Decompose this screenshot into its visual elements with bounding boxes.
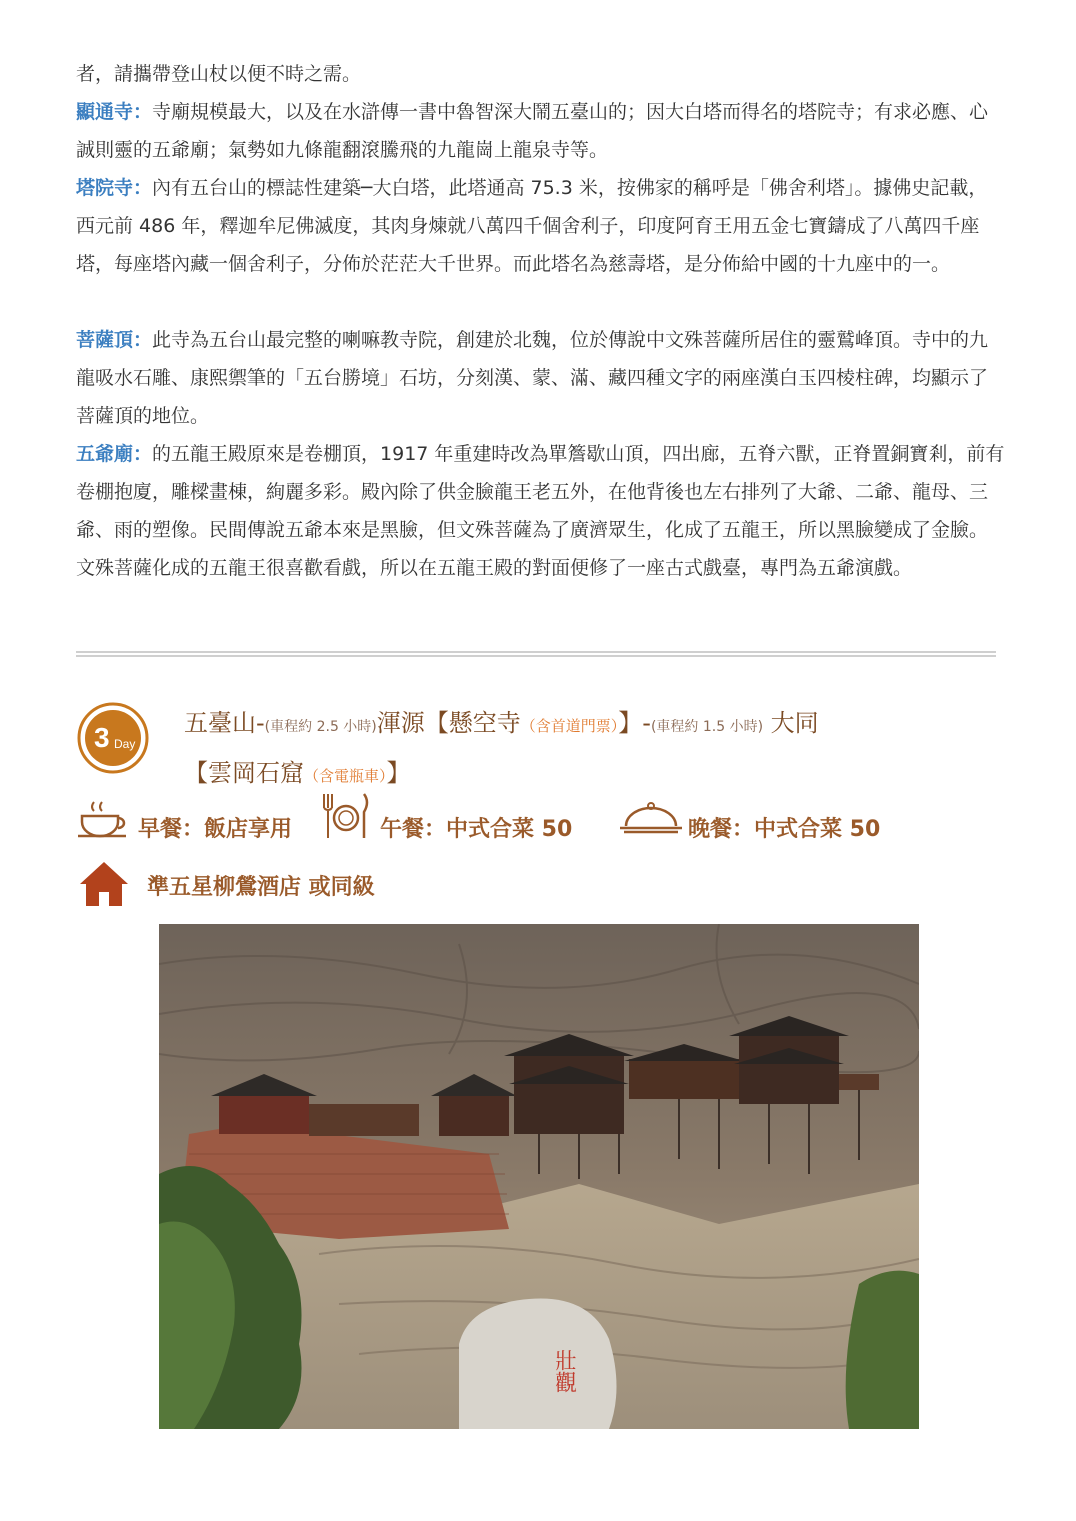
section-divider <box>76 651 996 657</box>
route-line-1 <box>184 700 984 750</box>
paragraph-intro <box>76 55 1006 93</box>
route-bracket-close: 】 <box>386 759 411 787</box>
route-yungang: 【雲岡石窟 <box>184 759 304 787</box>
route-included-1: （含首道門票） <box>520 717 619 735</box>
dinner-text: 晚餐：中式合菜 50 <box>688 817 881 842</box>
paragraph-text: 此寺為五台山最完整的喇嘛教寺院，創建於北魏，位於傳說中文殊菩薩所居住的靈鷲峰頂。寺中的九龍吸水石雕、康熙禦筆的「五台勝境」石坊，分刻漢、蒙、滿、藏四種文字的兩座漢白玉四棱柱碑，均顯示了菩薩頂的地位。 <box>76 329 989 427</box>
hanging-temple-photo <box>159 924 919 1429</box>
route-drive-time-1: (車程約 2.5 小時) <box>264 719 377 735</box>
plate-cutlery-icon <box>320 792 374 840</box>
breakfast-text: 早餐：飯店享用 <box>138 817 293 842</box>
lunch-text: 午餐：中式合菜 50 <box>380 817 573 842</box>
calligraphy-text: 壯觀 <box>551 1349 577 1393</box>
paragraph-text: 寺廟規模最大，以及在水滸傳一書中魯智深大鬧五臺山的；因大白塔而得名的塔院寺；有求必應、心誠則靈的五爺廟；氣勢如九條龍翻滾騰飛的九龍崗上龍泉寺等。 <box>76 101 989 161</box>
paragraph-pusading <box>76 321 1006 435</box>
hotel-name: 準五星柳鶯酒店 或同級 <box>147 875 375 900</box>
paragraph-tayuan-temple <box>76 169 1006 283</box>
paragraph-label: 塔院寺： <box>76 177 153 199</box>
day-badge-icon <box>76 701 150 775</box>
route-drive-time-2: (車程約 1.5 小時) <box>650 719 764 735</box>
day-unit: Day <box>114 737 136 751</box>
route-from: 五臺山- <box>184 709 265 737</box>
route-included-2: （含電瓶車） <box>304 767 387 785</box>
route-separator: 】- <box>618 709 651 737</box>
paragraph-text: 的五龍王殿原來是卷棚頂，1917 年重建時改為單簷歇山頂，四出廊，五脊六獸，正脊置銅寶剎，前有卷棚抱廈，雕樑畫棟，絢麗多彩。殿內除了供金臉龍王老五外，在他背後也左右排列了大爺、二爺、龍母、三爺、雨的塑像。民間傳說五爺本來是黑臉，但文殊菩薩為了廣濟眾生，化成了五龍王，所以黑臉變成了金臉。文殊菩薩化成的五龍王很喜歡看戲，所以在五龍王殿的對面便修了一座古式戲臺，專門為五爺演戲。 <box>76 443 1005 579</box>
paragraph-label: 顯通寺： <box>76 101 153 123</box>
route-line-2 <box>184 750 984 799</box>
photo-illustration <box>159 924 919 1429</box>
paragraph-text: 者，請攜帶登山杖以便不時之需。 <box>76 63 362 85</box>
route-title <box>184 700 984 799</box>
paragraph-xiantong-temple <box>76 93 1006 169</box>
food-cloche-icon <box>618 800 684 836</box>
paragraph-text: 內有五台山的標誌性建築─大白塔，此塔通高 75.3 米，按佛家的稱呼是「佛舍利塔」。據佛史記載，西元前 486 年，釋迦牟尼佛滅度，其肉身煉就八萬四千個舍利子，印度阿育王用五金七寶鑄成了八萬四千座塔，每座塔內藏一個舍利子，分佈於茫茫大千世界。而此塔名為慈壽塔，是分佈給中國的十九座中的一。 <box>76 177 988 275</box>
paragraph-label: 五爺廟： <box>76 443 153 465</box>
house-icon <box>78 860 130 908</box>
paragraph-wuye-temple <box>76 435 1006 587</box>
paragraph-label: 菩薩頂： <box>76 329 153 351</box>
route-via: 渾源【懸空寺 <box>376 709 521 737</box>
route-to: 大同 <box>763 709 819 737</box>
day-number: 3 <box>94 722 110 753</box>
coffee-cup-icon <box>78 800 132 840</box>
